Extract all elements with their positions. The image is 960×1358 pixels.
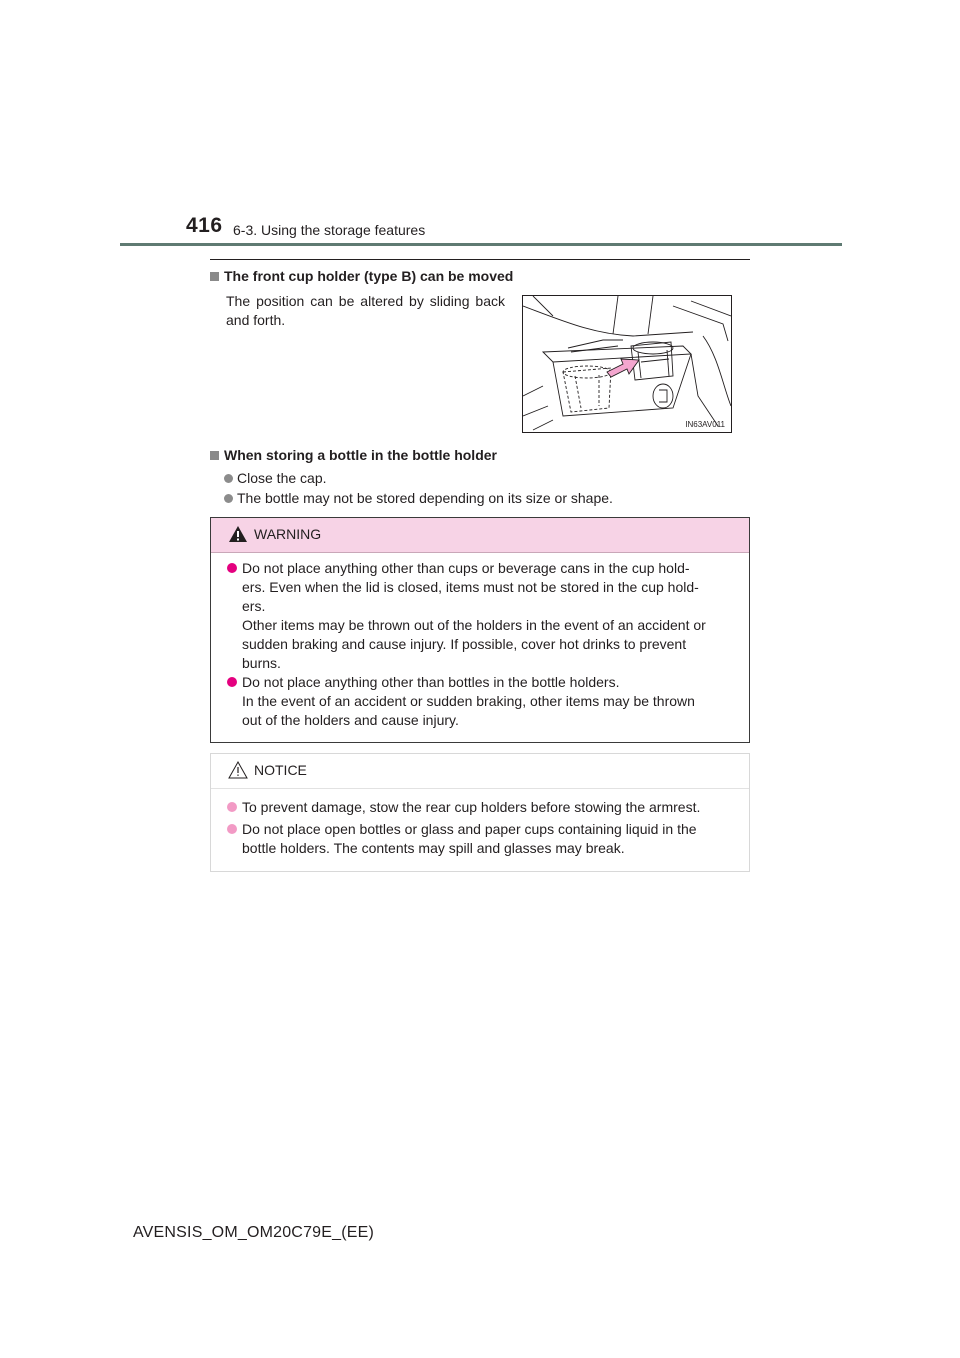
text-line: ers. Even when the lid is closed, items must not be stored in the cup hold- [242, 579, 699, 595]
figure-code: IN63AV011 [685, 420, 725, 429]
text-line: Do not place open bottles or glass and paper cups containing liquid in the [242, 821, 697, 837]
content-rule [210, 259, 750, 260]
notice-item-text [242, 798, 745, 817]
text-line: To prevent damage, stow the rear cup holders before stowing the armrest. [242, 799, 701, 815]
section-heading-text: The front cup holder (type B) can be moved [224, 268, 514, 284]
list-item-text: Close the cap. [237, 470, 327, 486]
notice-header [211, 754, 749, 789]
warning-box [210, 517, 750, 743]
bullet-dot-icon [227, 824, 237, 834]
square-bullet-icon [210, 451, 219, 460]
warning-title: WARNING [254, 526, 322, 542]
document-code: AVENSIS_OM_OM20C79E_(EE) [133, 1224, 375, 1241]
text-line: Do not place anything other than cups or beverage cans in the cup hold- [242, 560, 690, 576]
notice-title: NOTICE [254, 762, 307, 778]
section-heading-bottle-holder [210, 447, 497, 463]
text-line: sudden braking and cause injury. If possible, cover hot drinks to prevent [242, 636, 687, 652]
warning-header [211, 518, 749, 553]
page-number: 416 [186, 214, 223, 237]
square-bullet-icon [210, 272, 219, 281]
section-heading-cup-holder [210, 268, 513, 284]
warning-item [227, 559, 745, 673]
notice-item-text [242, 820, 745, 858]
notice-item [227, 820, 745, 858]
text-line: In the event of an accident or sudden braking, other items may be thrown [242, 693, 695, 709]
bullet-dot-icon [227, 677, 237, 687]
warning-item [227, 673, 745, 730]
header-rule [120, 243, 842, 246]
text-line: burns. [242, 655, 281, 671]
bullet-dot-icon [224, 474, 233, 483]
section-heading-text: When storing a bottle in the bottle holder [224, 447, 497, 463]
warning-triangle-icon [228, 525, 248, 543]
bullet-dot-icon [227, 563, 237, 573]
caution-triangle-icon [228, 761, 248, 779]
list-item-text: The bottle may not be stored depending on its size or shape. [237, 490, 613, 506]
list-item [224, 490, 613, 506]
text-line: Other items may be thrown out of the holders in the event of an accident or [242, 617, 706, 633]
warning-item-text [242, 559, 745, 673]
bullet-dot-icon [227, 802, 237, 812]
section-title: 6-3. Using the storage features [233, 222, 426, 238]
notice-item [227, 798, 745, 817]
list-item [224, 470, 327, 486]
text-line: ers. [242, 598, 266, 614]
text-line: Do not place anything other than bottles in the bottle holders. [242, 674, 620, 690]
bullet-dot-icon [224, 494, 233, 503]
notice-box [210, 753, 750, 872]
body-paragraph: The position can be altered by sliding back and forth. [226, 293, 505, 328]
text-line: bottle holders. The contents may spill and glasses may break. [242, 840, 625, 856]
cup-holder-illustration [522, 295, 732, 433]
text-line: out of the holders and cause injury. [242, 712, 459, 728]
cup-holder-drawing [523, 296, 731, 432]
warning-item-text [242, 673, 745, 730]
